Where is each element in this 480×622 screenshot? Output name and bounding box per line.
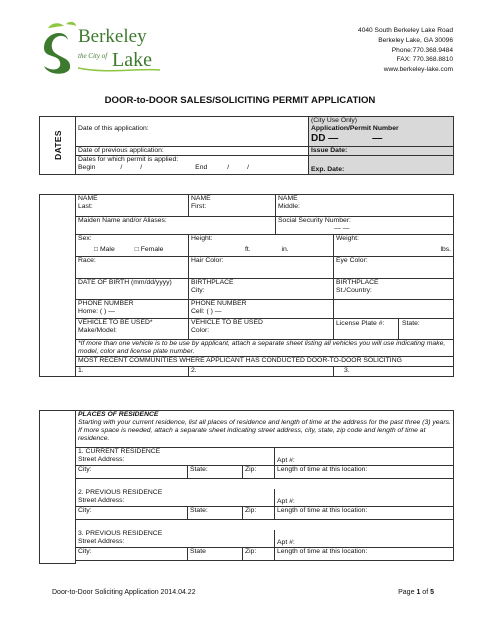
community-2-field[interactable] xyxy=(189,367,334,377)
apt-label: Apt #: xyxy=(277,498,295,505)
vehicle-note: *If more than one vehicle is to be use by applicant, attach a separate sheet listing all vehicles you will use indicating make, model, color and license plate number. xyxy=(76,340,454,357)
birthplace-label: BIRTHPLACE xyxy=(336,279,379,286)
svg-text:Lake: Lake xyxy=(112,49,152,71)
address-website: www.berkeley-lake.com xyxy=(383,66,453,74)
date-of-previous-field[interactable] xyxy=(76,147,309,156)
address-line: 4040 South Berkeley Lake Road xyxy=(358,27,453,34)
previous1-city-field[interactable] xyxy=(76,507,188,520)
residence-instructions-cell xyxy=(76,411,454,448)
cell-phone-field[interactable] xyxy=(189,300,334,319)
ft-label: ft. xyxy=(245,246,251,253)
city-label: City: xyxy=(78,466,92,473)
date-of-previous-label: Date of previous application: xyxy=(78,147,164,154)
street-label: Street Address: xyxy=(78,456,125,463)
page-current: 1 xyxy=(416,589,421,596)
name-label: NAME xyxy=(78,195,98,202)
name-label: NAME xyxy=(191,195,211,202)
street-label: Street Address: xyxy=(78,496,125,504)
city-use-only-label: (City Use Only) xyxy=(311,117,358,124)
city-use-box xyxy=(309,117,454,147)
ssn-label: Social Security Number: xyxy=(278,217,351,224)
hair-color-field[interactable] xyxy=(189,257,334,279)
ssn-dashes: — — xyxy=(334,225,350,232)
bottom-edge xyxy=(76,561,454,564)
phone-label: PHONE NUMBER xyxy=(191,300,247,307)
eye-color-field[interactable] xyxy=(334,257,454,279)
street-label: Street Address: xyxy=(78,537,125,545)
previous-residence-label: 2. PREVIOUS RESIDENCE xyxy=(78,488,163,496)
begin-label: Begin xyxy=(78,164,96,171)
begin-slash-1: / xyxy=(120,164,123,171)
hair-label: Hair Color: xyxy=(191,257,224,264)
height-inches-field[interactable] xyxy=(276,235,334,257)
previous2-apt-field[interactable] xyxy=(275,530,454,548)
dates-section-label: DATES xyxy=(52,129,63,160)
permit-dash: — xyxy=(372,133,383,144)
vehicle-color-field[interactable] xyxy=(189,319,334,340)
length-label: Length of time at this location: xyxy=(277,466,368,473)
current-state-field[interactable] xyxy=(188,466,243,479)
svg-text:Berkeley: Berkeley xyxy=(78,26,147,47)
residence-heading: PLACES OF RESIDENCE xyxy=(78,411,159,418)
current-city-field[interactable] xyxy=(76,466,188,479)
vehicle-star-label: VEHICLE TO BE USED* xyxy=(78,319,153,326)
previous2-zip-field[interactable] xyxy=(243,548,275,561)
sex-label: Sex: xyxy=(78,235,92,242)
svg-text:the City of: the City of xyxy=(78,52,108,60)
height-field[interactable] xyxy=(189,235,276,257)
form-title: DOOR-to-DOOR SALES/SOLICITING PERMIT APPLICATION xyxy=(104,95,376,106)
city-label: City: xyxy=(78,507,92,514)
license-label: License Plate #: xyxy=(336,320,385,327)
community-2-label: 2. xyxy=(191,367,197,374)
date-of-application-field[interactable] xyxy=(76,117,309,147)
phone-label: PHONE NUMBER xyxy=(78,300,134,307)
issue-date-label: Issue Date: xyxy=(311,147,348,154)
vehicle-make-field[interactable] xyxy=(76,319,189,340)
residence-section xyxy=(39,410,454,564)
birth-country-field[interactable] xyxy=(334,279,454,300)
previous1-state-field[interactable] xyxy=(188,507,243,520)
end-slash-2: / xyxy=(247,164,250,171)
exp-date-label: Exp. Date: xyxy=(311,166,345,173)
address-line: Berkeley Lake, GA 30096 xyxy=(378,36,453,44)
dates-section xyxy=(39,116,454,175)
last-label: Last: xyxy=(78,203,93,210)
city-label: City: xyxy=(191,287,205,294)
residence-instructions: Starting with your current residence, list all places of residence and length of time at the address for the past three (3) years. If more space is needed, attach a separate sheet indicating street address, city, state, zip code and length of time at residence. xyxy=(78,419,451,442)
weight-label: Weight: xyxy=(336,235,359,242)
ssn-field[interactable] xyxy=(276,217,454,235)
city-logo xyxy=(38,18,168,76)
birth-city-field[interactable] xyxy=(189,279,334,300)
home-label: Home: ( ) — xyxy=(78,308,116,315)
dob-field[interactable] xyxy=(76,279,189,300)
zip-label: Zip: xyxy=(245,466,257,473)
lbs-label: lbs. xyxy=(440,246,452,253)
state-label: State xyxy=(190,548,206,555)
name-label: NAME xyxy=(278,195,298,202)
current-apt-field[interactable] xyxy=(275,448,454,466)
community-1-label: 1. xyxy=(78,367,84,374)
previous2-state-field[interactable] xyxy=(188,548,243,561)
footer-page-number xyxy=(398,589,434,596)
current-length-field[interactable] xyxy=(275,466,454,479)
home-phone-field[interactable] xyxy=(76,300,189,319)
end-label: End xyxy=(195,164,208,171)
page-total: 5 xyxy=(430,589,434,596)
applicant-section xyxy=(39,194,454,377)
race-label: Race: xyxy=(78,257,96,264)
community-3-field[interactable] xyxy=(334,367,454,377)
previous2-city-field[interactable] xyxy=(76,548,188,561)
previous2-length-field[interactable] xyxy=(275,548,454,561)
length-label: Length of time at this location: xyxy=(277,507,368,514)
address-phone: Phone:770.368.9484 xyxy=(391,46,453,54)
maiden-label: Maiden Name and/or Aliases: xyxy=(78,217,167,224)
dob-label: DATE OF BIRTH (mm/dd/yyyy) xyxy=(78,279,172,286)
city-address xyxy=(358,26,453,75)
first-name-field[interactable] xyxy=(189,195,276,217)
begin-slash-2: / xyxy=(140,164,143,171)
previous1-length-field[interactable] xyxy=(275,507,454,520)
previous1-zip-field[interactable] xyxy=(243,507,275,520)
issue-date-field xyxy=(309,147,454,156)
length-label: Length of time at this location: xyxy=(277,548,368,555)
applicant-section-label-cell xyxy=(40,195,76,377)
city-label: City: xyxy=(78,548,92,555)
communities-heading: MOST RECENT COMMUNITIES WHERE APPLICANT HAS CONDUCTED DOOR-TO-DOOR SOLICITING xyxy=(76,357,454,367)
end-slash-1: / xyxy=(227,164,230,171)
birthplace-label: BIRTHPLACE xyxy=(191,279,234,286)
apt-label: Apt #: xyxy=(277,539,295,546)
app-permit-number-label: Application/Permit Number xyxy=(311,125,399,132)
current-street-field[interactable] xyxy=(76,448,275,466)
community-3-label: 3. xyxy=(344,367,350,374)
footer-doc-id: Door-to-Door Soliciting Application 2014.04.22 xyxy=(52,589,196,596)
previous2-street-field[interactable] xyxy=(76,530,275,548)
exp-date-field xyxy=(309,156,454,175)
page-word: Page xyxy=(398,589,415,596)
permit-dd-prefix: DD — xyxy=(311,133,339,144)
zip-label: Zip: xyxy=(245,548,257,555)
middle-name-field[interactable] xyxy=(276,195,454,217)
last-name-field[interactable] xyxy=(76,195,189,217)
spacer-row xyxy=(76,479,454,489)
date-of-application-label: Date of this application: xyxy=(78,125,149,132)
spacer-row xyxy=(76,520,454,530)
zip-label: Zip: xyxy=(245,507,257,514)
weight-field[interactable] xyxy=(334,235,454,257)
color-label: Color: xyxy=(191,327,210,334)
middle-label: Middle: xyxy=(278,203,300,210)
plate-state-label: State: xyxy=(398,319,420,339)
cell-label: Cell: ( ) — xyxy=(191,308,222,315)
previous-residence-label: 3. PREVIOUS RESIDENCE xyxy=(78,529,163,537)
previous1-apt-field[interactable] xyxy=(275,489,454,507)
community-1-field[interactable] xyxy=(76,367,189,377)
current-zip-field[interactable] xyxy=(243,466,275,479)
height-label: Height: xyxy=(191,235,213,242)
phone-blank xyxy=(334,300,454,319)
page-of: of xyxy=(422,589,429,596)
state-label: State: xyxy=(190,507,208,514)
st-country-label: St./Country: xyxy=(336,287,372,294)
in-label: in. xyxy=(281,246,289,253)
state-label: State: xyxy=(190,466,208,473)
permit-dates-label: Dates for which permit is applied: xyxy=(78,156,179,163)
eye-label: Eye Color: xyxy=(336,257,368,264)
dates-section-label-cell xyxy=(40,117,76,175)
previous1-street-field[interactable] xyxy=(76,489,275,507)
make-model-label: Make/Model: xyxy=(78,327,117,334)
apt-label: Apt #: xyxy=(277,457,295,464)
permit-dates-field[interactable] xyxy=(76,156,309,175)
male-checkbox[interactable]: □ Male xyxy=(94,246,115,253)
race-field[interactable] xyxy=(76,257,189,279)
first-label: First: xyxy=(191,203,207,210)
address-fax: FAX: 770.368.8810 xyxy=(396,56,453,64)
residence-section-label-cell xyxy=(40,411,76,564)
maiden-name-field[interactable] xyxy=(76,217,276,235)
license-plate-field[interactable] xyxy=(334,319,454,340)
sex-field xyxy=(76,235,189,257)
vehicle-label: VEHICLE TO BE USED xyxy=(191,319,263,326)
current-residence-label: 1. CURRENT RESIDENCE xyxy=(78,448,161,455)
female-checkbox[interactable]: □ Female xyxy=(134,246,164,253)
